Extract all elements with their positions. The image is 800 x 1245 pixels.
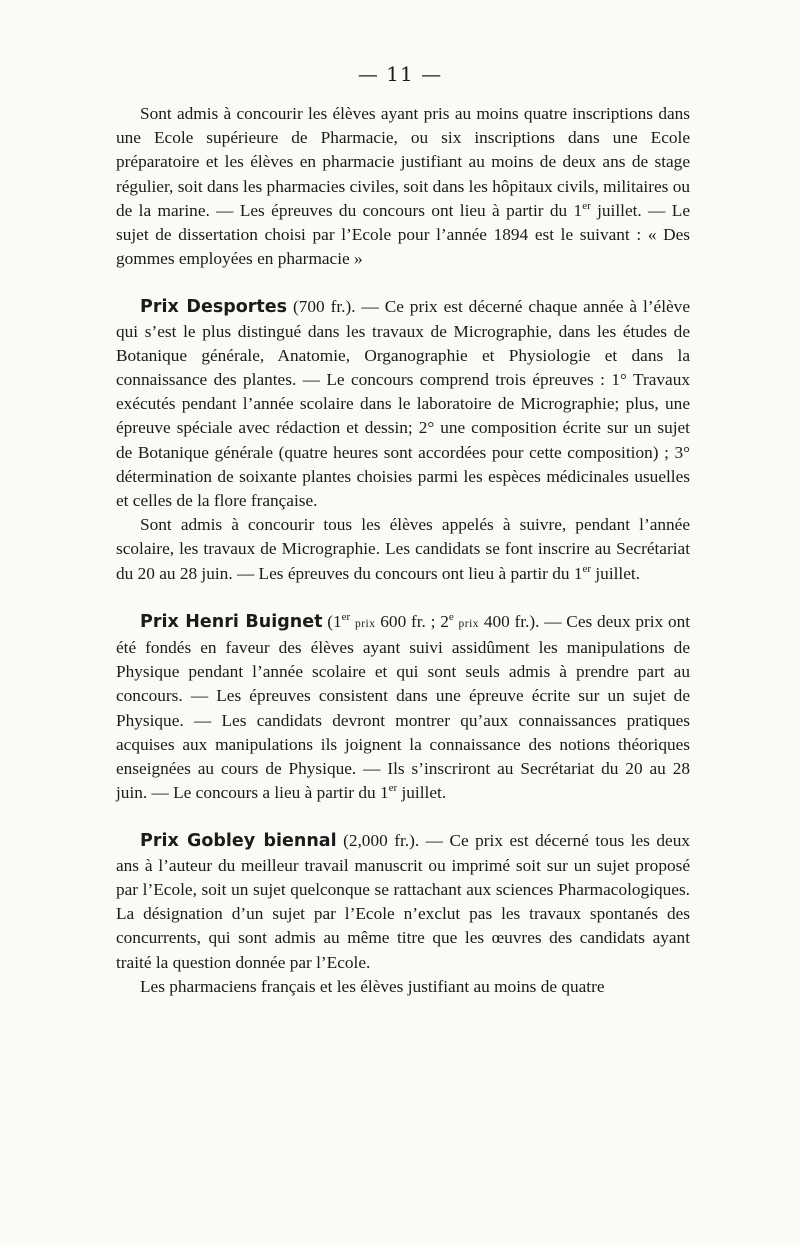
section-text: (700 fr.). — Ce prix est décerné chaque année à l’élève qui s’est le plus distingué dans les travaux de Micrographie, dans les études de Botanique générale, Anatomie, Organographie et Physiologie et dans la connaissance des plantes. — Le concours comprend trois épreuves : 1° Travaux exécutés pendant l’année scolaire dans le laboratoire de Micrographie; plus, une épreuve spéciale avec rédaction et dessin; 2° une composition écrite sur un sujet de Botanique générale (quatre heures sont accordées pour cette composition) ; 3° détermination de soixante plantes choisies parmi les espèces médicinales usuelles et celles de la flore française. — [116, 297, 690, 511]
body-text — [116, 102, 690, 999]
section-heading: Prix Gobley biennal — [140, 831, 337, 852]
superscript: er — [388, 782, 398, 795]
superscript: e — [448, 611, 454, 624]
prize-amount: 400 fr.). — [483, 611, 540, 631]
paragraph-gobley-continuation — [116, 975, 690, 999]
superscript: er — [582, 562, 592, 575]
section-prix-desportes — [116, 295, 690, 513]
prize-label: prix — [354, 617, 376, 630]
section-heading: Prix Desportes — [140, 297, 288, 318]
paragraph-text: juillet. — [595, 563, 641, 583]
paragraph-text: Les pharmaciens français et les élèves justifiant au moins de quatre — [140, 976, 605, 996]
paragraph-admission: Sont admis à concourir les élèves ayant pris au moins quatre inscriptions dans une Ecole supérieure de Pharmacie, ou six inscriptions dans une Ecole préparatoire et les élèves en pharmacie justifiant au moins de deux ans de stage régulier, soit dans les pharmacies civiles, soit dans les hôpitaux civils, militaires ou de la marine. — Les épreuves du concours ont lieu à partir du 1er juillet. — Le sujet de dissertation choisi par l’Ecole pour l’année 1894 est le suivant : « Des gommes employées en pharmacie » — [116, 104, 690, 269]
paragraph-text: Sont admis à concourir tous les élèves appelés à suivre, pendant l’année scolaire, les travaux de Micrographie. Les candidats se font inscrire au Secrétariat du 20 au 28 juin. — Les épreuves du concours ont lieu à partir du — [116, 515, 690, 583]
section-prix-gobley-biennal — [116, 829, 690, 974]
paragraph-desportes-admission: Sont admis à concourir tous les élèves appelés à suivre, pendant l’année scolaire, les travaux de Micrographie. Les candidats se font inscrire au Secrétariat du 20 au 28 juin. — Les épreuves du concours ont lieu à partir du 1er juillet. — [116, 515, 690, 583]
paragraph-text: juillet. — Le sujet de dissertation choisi par l’Ecole pour l’année 1894 est le suivant : « Des gommes employées en pharmacie » — [116, 200, 690, 269]
section-prix-henri-buignet: Prix Henri Buignet (1er prix 600 fr. ; 2e prix 400 fr.). — Ces deux prix ont été fondés en faveur des élèves ayant suivi assidûment les manipulations de Physique pendant l’année scolaire et qui sont seuls admis à prendre part au concours. — Les épreuves consistent dans une épreuve écrite sur un sujet de Physique. — Les candidats devront montrer qu’aux connaissances pratiques acquises aux manipulations ils joignent la connaissance des notions théoriques enseignées au cours de Physique. — Ils s’inscriront au Secrétariat du 20 au 28 juin. — Le concours a lieu à partir du 1er juillet. — [116, 611, 691, 803]
section-heading: Prix Henri Buignet — [140, 611, 323, 632]
section-text: — Ces deux prix ont été fondés en faveur des élèves ayant suivi assidûment les manipulations de Physique pendant l’année scolaire et qui sont seuls admis à prendre part au concours. — Les épreuves consistent dans une épreuve écrite sur un sujet de Physique. — Les candidats devront montrer qu’aux connaissances pratiques acquises aux manipulations ils joignent la connaissance des notions théoriques enseignées au cours de Physique. — Ils s’inscriront au Secrétariat du 20 au 28 juin. — Le concours a lieu à partir du — [116, 611, 691, 803]
prize-amount: 600 fr. ; — [380, 611, 436, 631]
prize-label: prix — [458, 617, 480, 630]
page-number: — 11 — — [357, 62, 443, 86]
superscript: er — [582, 200, 591, 213]
prize-1-prefix: (1 — [327, 611, 342, 631]
prize-2-prefix: 2 — [440, 611, 449, 631]
section-text: (2,000 fr.). — Ce prix est décerné tous les deux ans à l’auteur du meilleur travail manuscrit ou imprimé soit sur un sujet proposé par l’Ecole, soit un sujet quelconque se rattachant aux sciences Pharmacologiques. La désignation d’un sujet par l’Ecole n’exclut pas les travaux spontanés des concurrents, qui sont admis au même titre que les œuvres des candidats ayant traité la question donnée par l’Ecole. — [116, 831, 690, 972]
section-text-end: juillet. — [401, 783, 447, 803]
paragraph-text: Sont admis à concourir les élèves ayant pris au moins quatre inscriptions dans une Ecole supérieure de Pharmacie, ou six inscriptions dans une Ecole préparatoire et les élèves en pharmacie justifiant au moins de deux ans de stage régulier, soit dans les pharmacies civiles, soit dans les hôpitaux civils, militaires ou de la marine. — Les épreuves du concours ont lieu à partir du — [116, 104, 690, 220]
superscript: er — [341, 611, 351, 624]
